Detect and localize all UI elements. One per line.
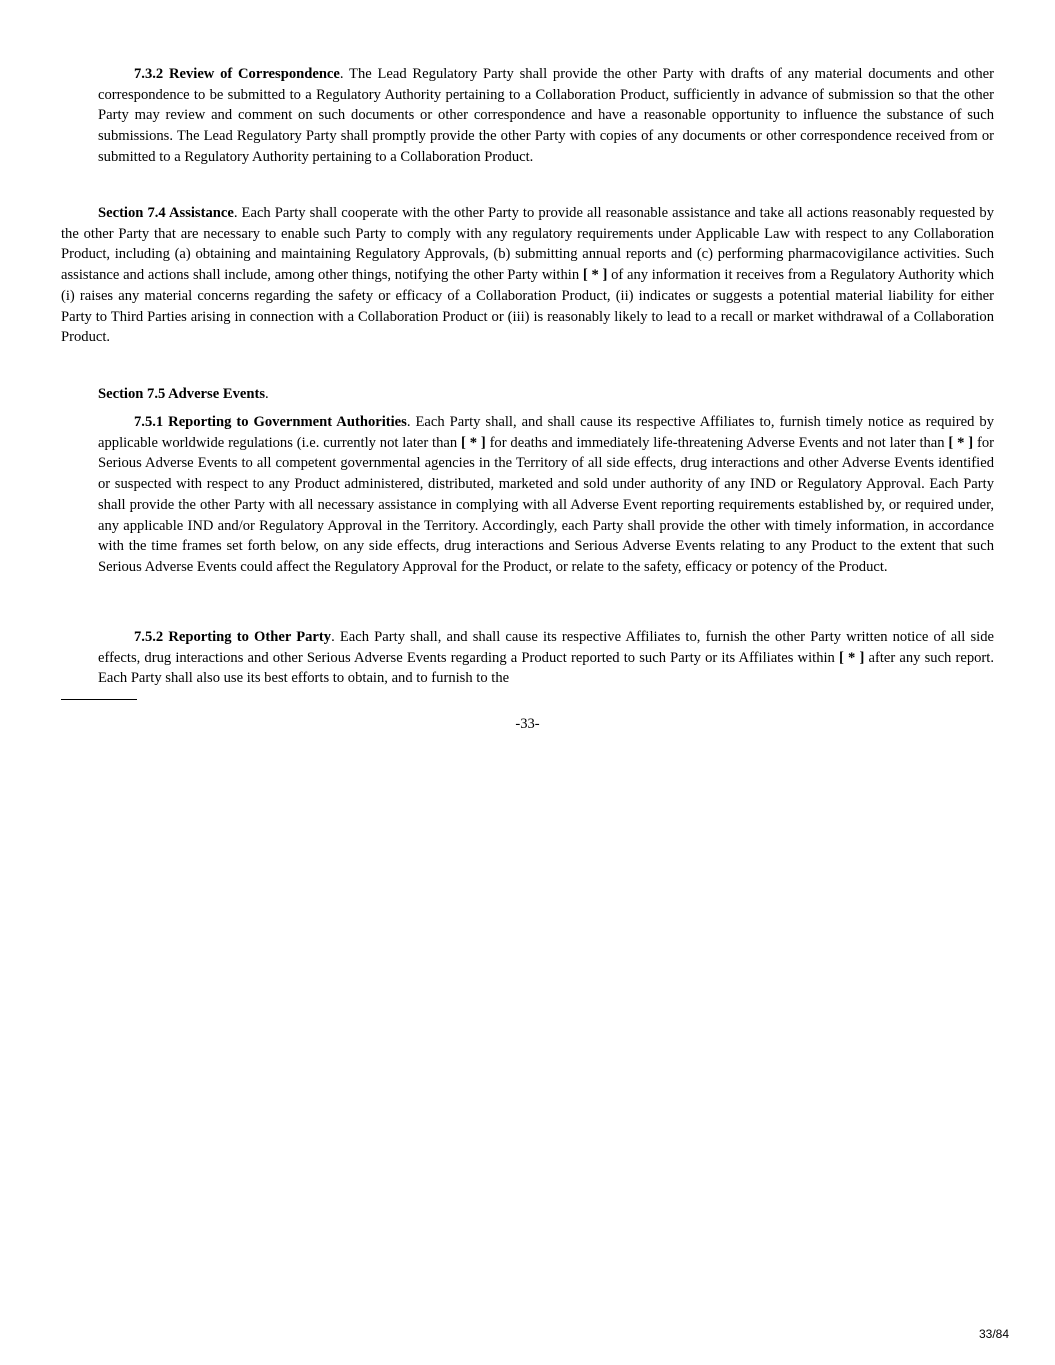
redaction-mark: [ * ] [948,434,974,451]
section-heading: 7.5.1 Reporting to Government Authorities [134,414,407,430]
section-heading: Section 7.4 Assistance [98,205,234,221]
section-7-3-2 [98,64,994,168]
section-text: . Each Party shall cooperate with the other Party to provide all reasonable assistance and take all actions reasonably requested by the other Party that are necessary to enable such Party to comply with any regulatory requirements under Applicable Law with respect to any Collaboration Product, including (a) obtaining and maintaining Regulatory Approvals, (b) submitting annual reports and (c) performing pharmacovigilance activities. Such assistance and actions shall include, among other things, notifying the other Party within [61,205,994,284]
section-7-5-2 [98,627,994,689]
section-text: of any information it receives from a Regulatory Authority which (i) raises any material concerns regarding the safety or efficacy of a Collaboration Product, (ii) indicates or suggests a potential material liability for either Party to Third Parties arising in connection with a Collaboration Product or (iii) is reasonably likely to lead to a recall or market withdrawal of a Collaboration Product. [61,267,994,346]
section-text: . Each Party shall, and shall cause its respective Affiliates to, furnish the other Party written notice of all side effects, drug interactions and other Serious Adverse Events regarding a Product reported to such Party or its Affiliates within [98,629,994,666]
section-heading: 7.3.2 Review of Correspondence [134,66,340,82]
section-7-5 [98,384,994,405]
page-number: -33- [515,716,540,732]
redaction-mark: [ * ] [582,267,608,284]
section-heading: 7.5.2 Reporting to Other Party [134,629,332,645]
section-text: after any such report. Each Party shall also use its best efforts to obtain, and to furnish to the [98,649,994,687]
redaction-mark: [ * ] [839,649,865,666]
section-text: . The Lead Regulatory Party shall provide the other Party with drafts of any material documents and other correspondence to be submitted to a Regulatory Authority pertaining to a Collaboration Product, sufficiently in advance of submission so that the other Party may review and comment on such documents or other correspondence and have a reasonable opportunity to influence the substance of such submissions. The Lead Regulatory Party shall promptly provide the other Party with copies of any documents or other correspondence received from or submitted to a Regulatory Authority pertaining to a Collaboration Product. [98,66,994,165]
page-counter: 33/84 [978,1327,1009,1341]
section-text: for deaths and immediately life-threatening Adverse Events and not later than [485,434,949,451]
section-7-4 [61,203,994,348]
section-7-5-1 [98,412,994,578]
section-text: . Each Party shall, and shall cause its respective Affiliates to, furnish timely notice as required by applicable worldwide regulations (i.e. currently not later than [98,414,994,451]
redaction-mark: [ * ] [461,434,486,451]
footnote-divider [61,699,137,700]
section-text: . [265,386,269,402]
section-heading: Section 7.5 Adverse Events [98,386,266,402]
section-text: for Serious Adverse Events to all competent governmental agencies in the Territory of all side effects, drug interactions and other Adverse Events identified or suspected with respect to any Product administered, distributed, marketed and sold under authority of any IND or Regulatory Approval. Each Party shall provide the other Party with all necessary assistance in complying with all Adverse Event reporting requirements established by, or required under, any applicable IND and/or Regulatory Approval in the Territory. Accordingly, each Party shall provide the other with timely information, in accordance with the time frames set forth below, on any side effects, drug interactions and Serious Adverse Events relating to any Product to the extent that such Serious Adverse Events could affect the Regulatory Approval for the Product, or relate to the safety, efficacy or potency of the Product. [98,434,994,575]
